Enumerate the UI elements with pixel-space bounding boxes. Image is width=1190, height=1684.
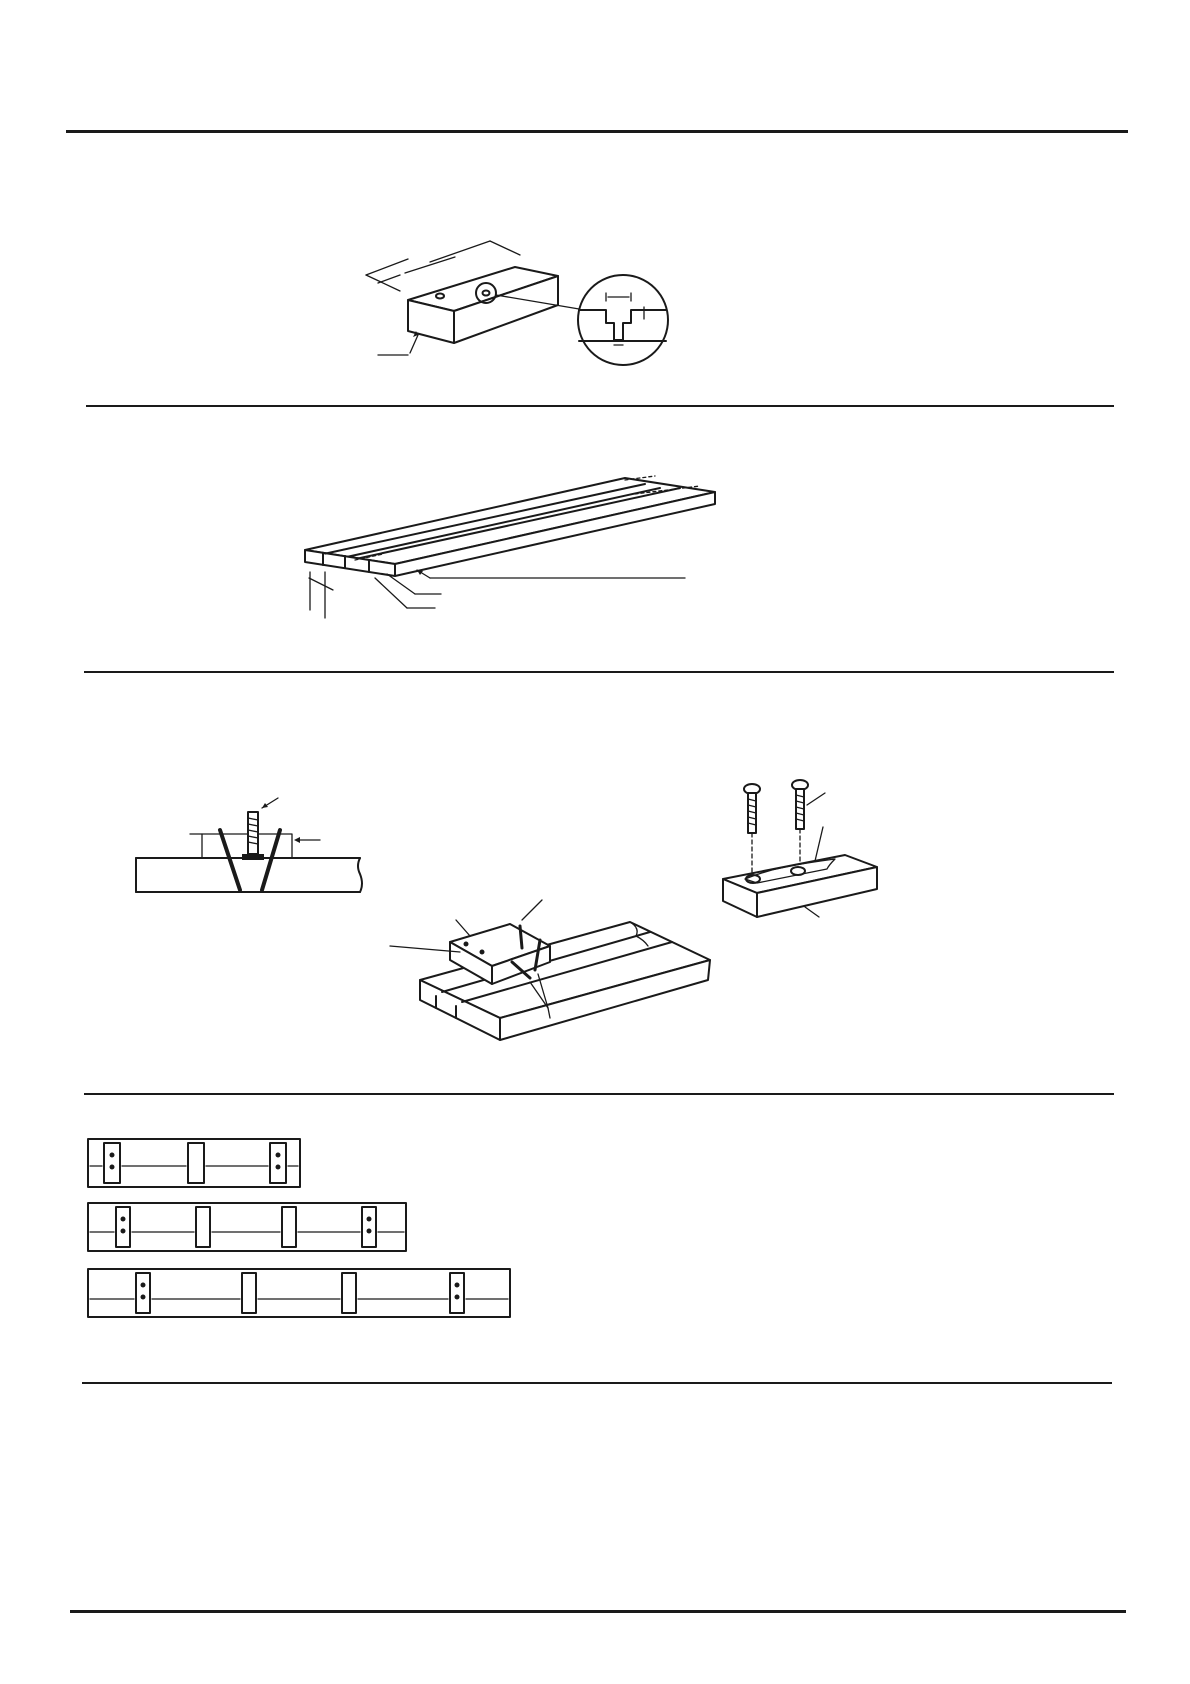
drilled-block-figure — [360, 235, 680, 370]
section-rule-4 — [82, 1382, 1112, 1384]
lag-screw-block-figure — [715, 775, 915, 935]
section-rule-1 — [86, 405, 1114, 407]
top-rule — [66, 130, 1128, 133]
block-spacing-figure — [86, 1135, 516, 1325]
grooved-rail-figure — [295, 470, 715, 620]
toenail-section-figure — [130, 800, 370, 900]
block-on-rails-figure — [400, 900, 720, 1050]
section-rule-3 — [84, 1093, 1114, 1095]
bottom-rule — [70, 1610, 1126, 1613]
section-rule-2 — [84, 671, 1114, 673]
